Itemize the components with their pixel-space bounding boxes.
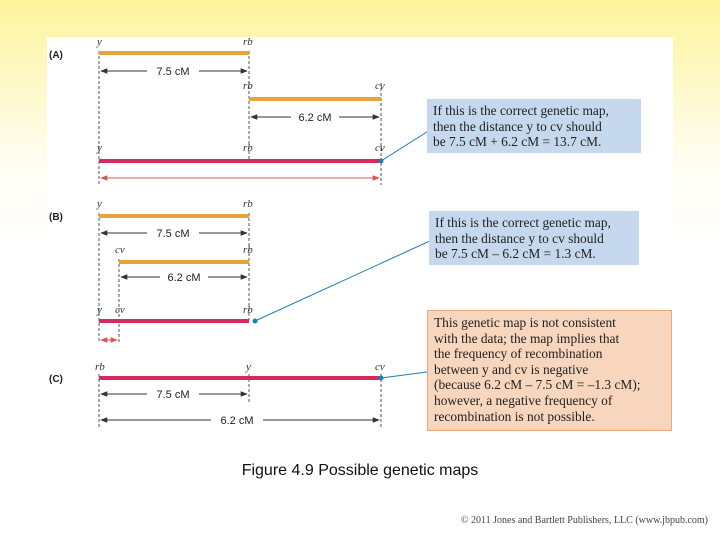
panel-a-row2-locus-cv: cv	[375, 80, 385, 92]
panel-a-row3-locus-rb: rb	[243, 142, 253, 154]
panel-b-row3-locus-rb: rb	[243, 304, 253, 316]
panel-a-row3-locus-cv: cv	[375, 142, 385, 154]
note-line: between y and cv is negative	[434, 361, 589, 377]
panel-c-callout-dot	[379, 376, 384, 381]
panel-b-row2-locus-cv: cv	[115, 244, 125, 256]
note-line: be 7.5 cM + 6.2 cM = 13.7 cM.	[433, 134, 602, 150]
panel-a-row1-distance: 7.5 cM	[156, 66, 190, 78]
note-line: then the distance y to cv should	[433, 118, 602, 134]
panel-b-row2-locus-rb: rb	[243, 244, 253, 256]
note-line: This genetic map is not consistent	[434, 315, 616, 330]
panel-b-row3-locus-y: y	[97, 304, 102, 316]
panel-b-label: (B)	[49, 212, 63, 223]
figure-caption: Figure 4.9 Possible genetic maps	[241, 462, 479, 479]
note-line: the frequency of recombination	[434, 346, 603, 362]
panel-c-locus-cv: cv	[375, 361, 385, 373]
note-line: then the distance y to cv should	[435, 230, 604, 246]
panel-a-note	[427, 99, 641, 153]
panel-c-note	[427, 310, 672, 431]
panel-b-note	[429, 211, 639, 265]
note-line: with the data; the map implies that	[434, 330, 620, 346]
panel-c-callout-line	[381, 372, 427, 378]
panel-a-label: (A)	[49, 50, 63, 61]
panel-a-callout-line	[381, 130, 430, 161]
panel-c-distance-2: 6.2 cM	[220, 415, 254, 427]
note-line: however, a negative frequency of	[434, 392, 613, 408]
panel-b-callout-line	[255, 240, 432, 321]
panel-a-row3-locus-y: y	[97, 142, 102, 154]
panel-a-row2-distance: 6.2 cM	[298, 112, 332, 124]
note-line: If this is the correct genetic map,	[433, 103, 609, 118]
panel-b-row1-locus-rb: rb	[243, 198, 253, 210]
panel-b-row1-locus-y: y	[97, 198, 102, 210]
note-line: recombination is not possible.	[434, 408, 595, 424]
panel-a-callout-dot	[379, 159, 384, 164]
panel-a-row1-locus-y: y	[97, 37, 102, 48]
panel-b-row3-locus-cv: cv	[115, 304, 125, 316]
panel-c-locus-y: y	[246, 361, 251, 373]
panel-c-label: (C)	[49, 374, 63, 385]
note-line: (because 6.2 cM – 7.5 cM = –1.3 cM);	[434, 377, 641, 393]
panel-a-row2-locus-rb: rb	[243, 80, 253, 92]
panel-b-row1-distance: 7.5 cM	[156, 228, 190, 240]
panel-a-row1-locus-rb: rb	[243, 37, 253, 48]
panel-c-distance-1: 7.5 cM	[156, 389, 190, 401]
note-line: If this is the correct genetic map,	[435, 215, 611, 230]
panel-c-locus-rb: rb	[95, 361, 105, 373]
panel-b-row2-distance: 6.2 cM	[167, 272, 201, 284]
note-line: be 7.5 cM – 6.2 cM = 1.3 cM.	[435, 246, 596, 262]
panel-b-callout-dot	[253, 319, 258, 324]
figure-panel	[47, 37, 673, 433]
copyright-notice: © 2011 Jones and Bartlett Publishers, LLC (www.jbpub.com)	[460, 515, 708, 526]
